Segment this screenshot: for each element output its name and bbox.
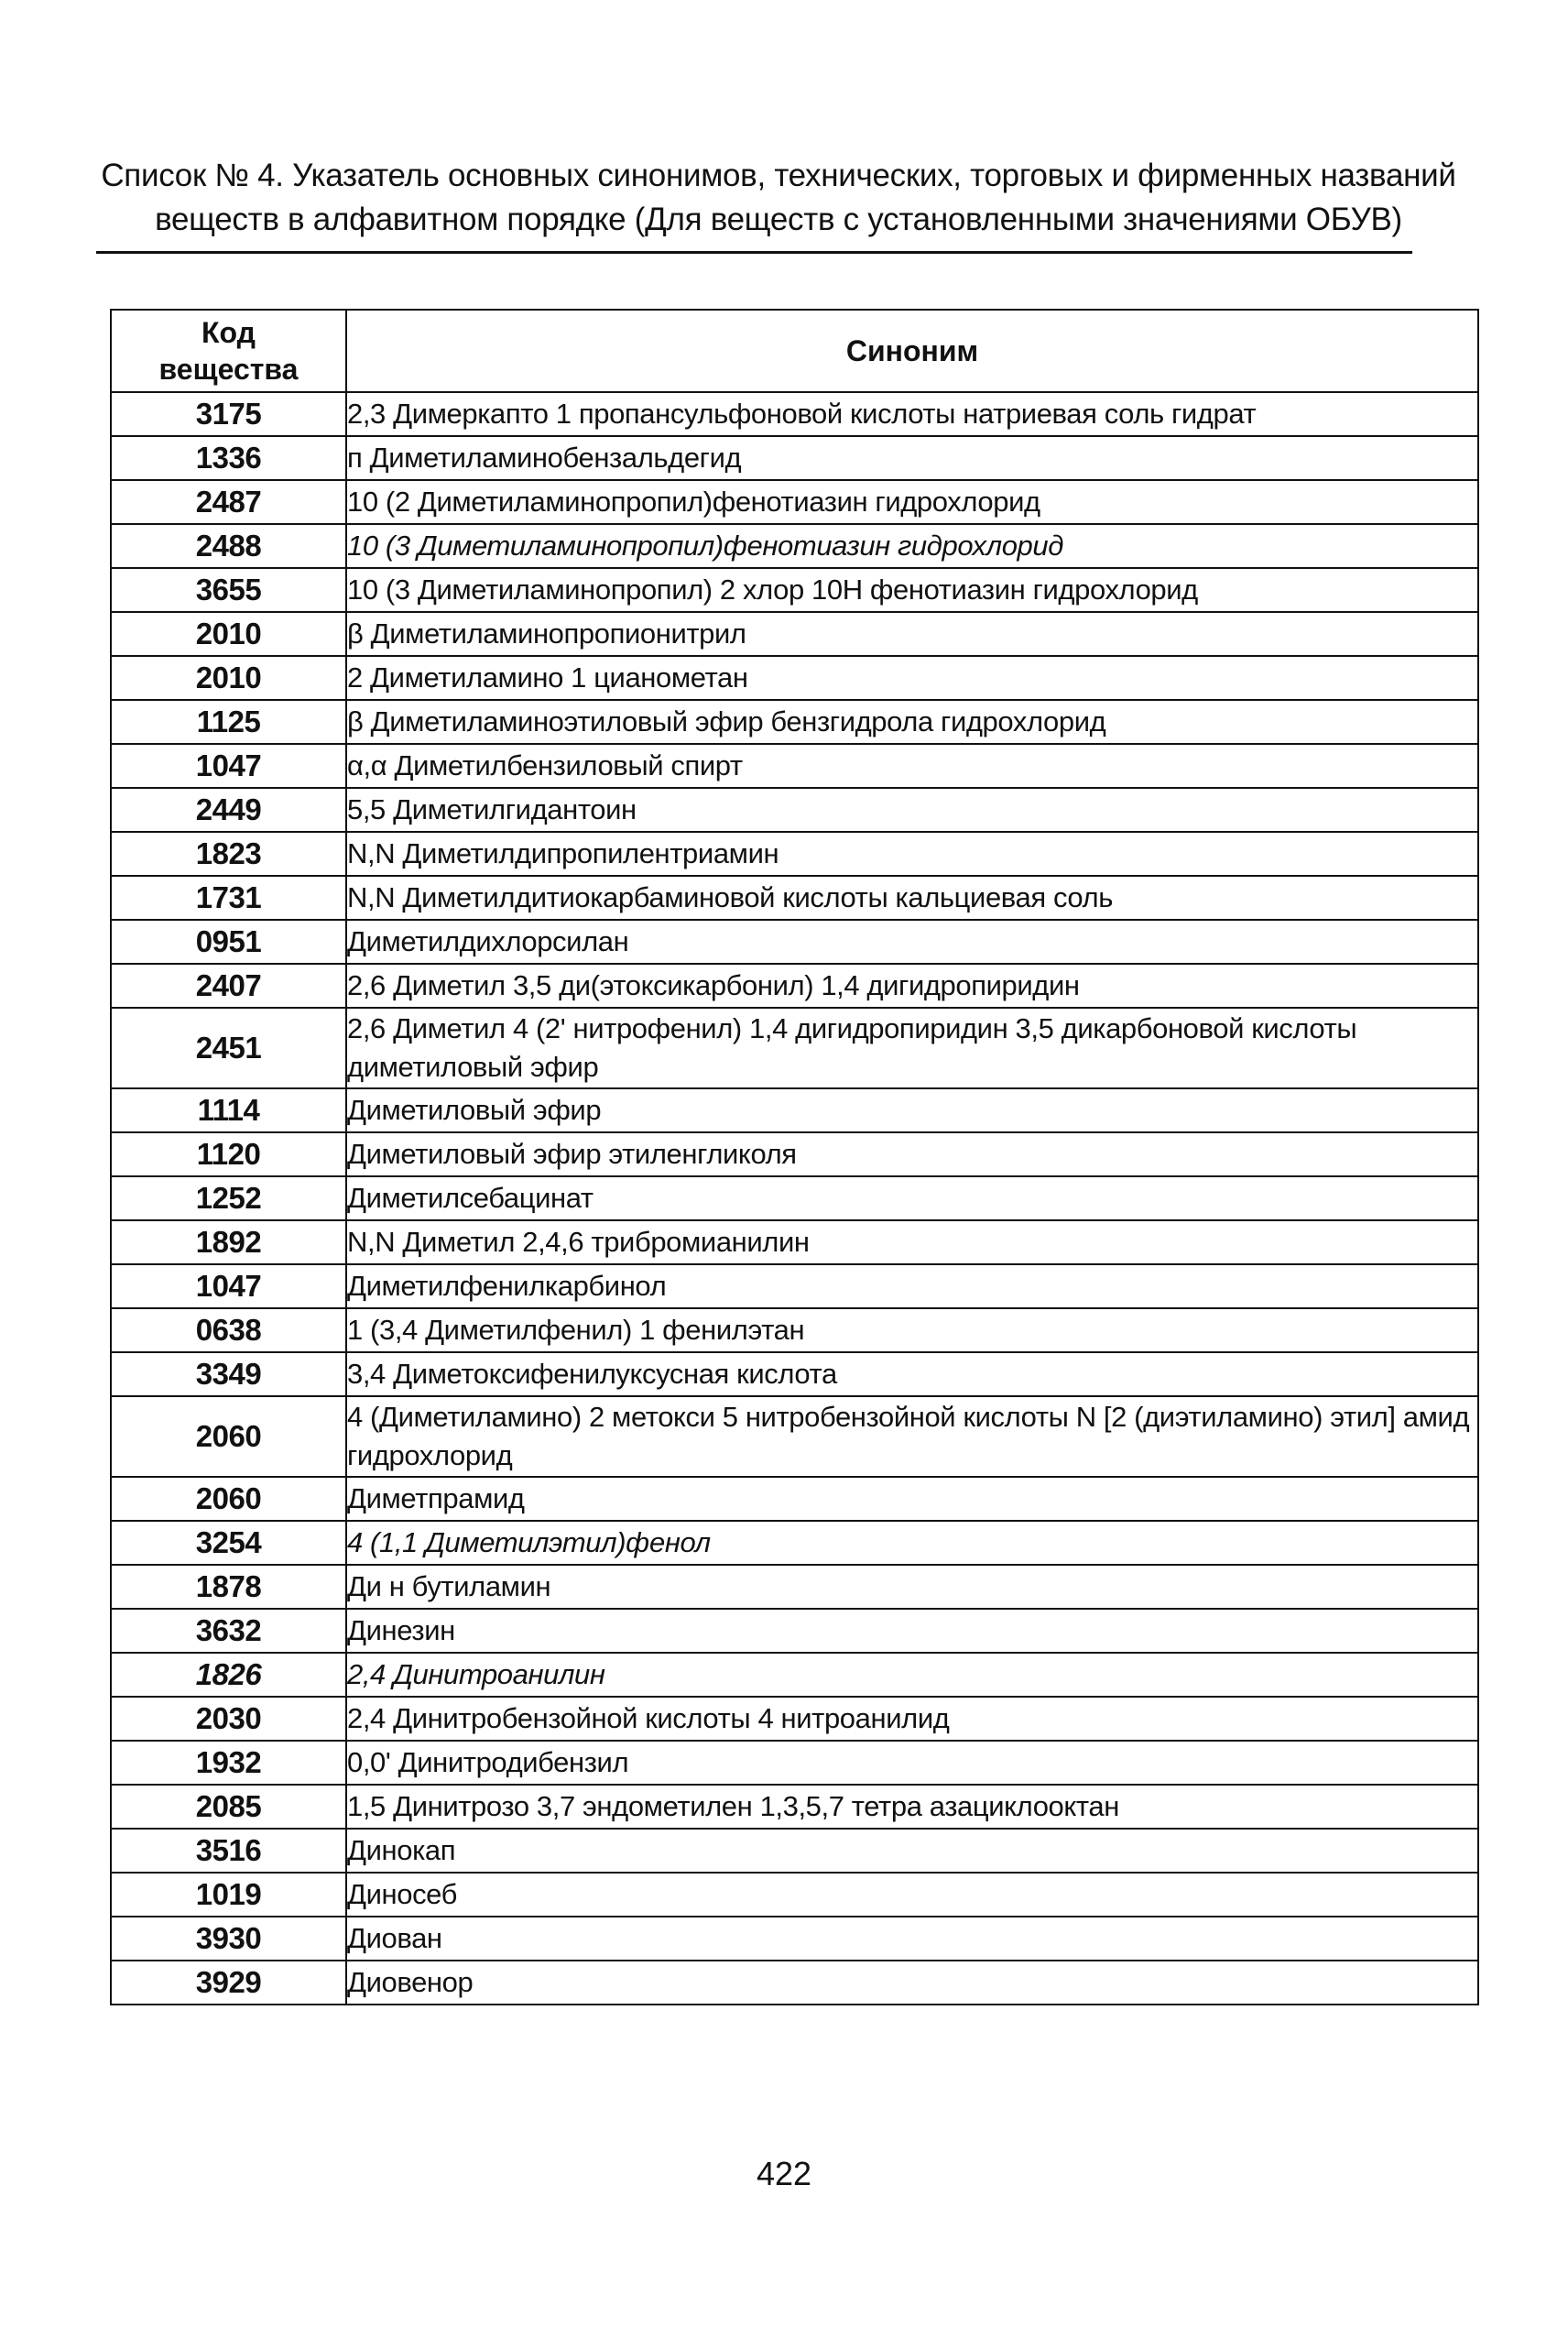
substance-code: 1019 [111,1873,346,1917]
substance-code: 2010 [111,612,346,656]
substance-code: 3929 [111,1961,346,2005]
synonym-cell: 2,6 Диметил 4 (2' нитрофенил) 1,4 дигидропиридин 3,5 дикарбоновой кислоты диметиловый эфир [346,1008,1478,1088]
synonym-cell: 0,0' Динитродибензил [346,1741,1478,1785]
synonym-cell: 3,4 Диметоксифенилуксусная кислота [346,1352,1478,1396]
title-line-2: веществ в алфавитном порядке (Для веществ с установленными значениями ОБУВ) [155,202,1402,237]
substance-code: 2010 [111,656,346,700]
synonym-cell: Диметилсебацинат [346,1176,1478,1220]
synonym-cell: Диметилдихлорсилан [346,920,1478,964]
synonym-cell: 1 (3,4 Диметилфенил) 1 фенилэтан [346,1308,1478,1352]
synonym-cell: Динезин [346,1609,1478,1653]
table-row [111,612,1478,656]
table-row [111,1829,1478,1873]
table-row [111,392,1478,436]
synonym-cell: β Диметиламинопропионитрил [346,612,1478,656]
synonym-cell: Диметиловый эфир этиленгликоля [346,1132,1478,1176]
title-line-1: Список № 4. Указатель основных синонимов, технических, торговых и фирменных названий [101,158,1456,193]
table-row [111,876,1478,920]
synonym-cell: 2,4 Динитроанилин [346,1653,1478,1697]
table-row [111,1521,1478,1565]
table-row [111,436,1478,480]
synonym-cell: 1,5 Динитрозо 3,7 эндометилен 1,3,5,7 тетра азациклооктан [346,1785,1478,1829]
table-row [111,568,1478,612]
synonym-cell: N,N Диметил 2,4,6 трибромианилин [346,1220,1478,1264]
table-row [111,788,1478,832]
substance-code: 2030 [111,1697,346,1741]
synonym-cell: 2,3 Димеркапто 1 пропансульфоновой кислоты натриевая соль гидрат [346,392,1478,436]
table-row [111,656,1478,700]
substance-code: 2060 [111,1477,346,1521]
synonym-cell: 2,6 Диметил 3,5 ди(этоксикарбонил) 1,4 дигидропиридин [346,964,1478,1008]
table-row [111,1477,1478,1521]
synonym-cell: Диован [346,1917,1478,1961]
synonym-cell: α,α Диметилбензиловый спирт [346,744,1478,788]
table-row [111,1609,1478,1653]
table-row [111,1873,1478,1917]
substance-code: 1114 [111,1088,346,1132]
page-title [92,154,1465,242]
substance-code: 1252 [111,1176,346,1220]
table-header-row [111,310,1478,392]
table-row [111,1132,1478,1176]
table-row [111,1653,1478,1697]
table-row [111,1264,1478,1308]
table-row [111,1697,1478,1741]
substance-code: 1125 [111,700,346,744]
synonym-cell: Диметпрамид [346,1477,1478,1521]
substance-code: 1932 [111,1741,346,1785]
table-row [111,1565,1478,1609]
substance-code: 2451 [111,1008,346,1088]
substance-code: 2060 [111,1396,346,1477]
table-row [111,920,1478,964]
synonym-cell: 2,4 Динитробензойной кислоты 4 нитроанилид [346,1697,1478,1741]
substance-code: 2488 [111,524,346,568]
substance-code: 2487 [111,480,346,524]
table-row [111,1308,1478,1352]
synonym-cell: β Диметиламиноэтиловый эфир бензгидрола гидрохлорид [346,700,1478,744]
substance-code: 1731 [111,876,346,920]
substance-code: 1878 [111,1565,346,1609]
table-row [111,1176,1478,1220]
synonym-cell: N,N Диметилдипропилентриамин [346,832,1478,876]
column-header-code [111,310,346,392]
synonym-cell: 10 (2 Диметиламинопропил)фенотиазин гидрохлорид [346,480,1478,524]
synonym-cell: п Диметиламинобензальдегид [346,436,1478,480]
synonyms-table [110,309,1479,2005]
synonym-cell: Динокап [346,1829,1478,1873]
substance-code: 1047 [111,744,346,788]
substance-code: 2449 [111,788,346,832]
substance-code: 1826 [111,1653,346,1697]
table-row [111,1961,1478,2005]
table-row [111,1220,1478,1264]
synonym-cell: 4 (1,1 Диметилэтил)фенол [346,1521,1478,1565]
table-row [111,1352,1478,1396]
column-header-code-line2: вещества [158,353,299,386]
synonym-cell: 4 (Диметиламино) 2 метокси 5 нитробензойной кислоты N [2 (диэтиламино) этил] амид гидрохлорид [346,1396,1478,1477]
substance-code: 3349 [111,1352,346,1396]
synonym-cell: Диносеб [346,1873,1478,1917]
table-row [111,1008,1478,1088]
synonym-cell: Диметиловый эфир [346,1088,1478,1132]
substance-code: 0951 [111,920,346,964]
table-row [111,700,1478,744]
substance-code: 1336 [111,436,346,480]
page-number: 422 [756,2155,812,2192]
substance-code: 2407 [111,964,346,1008]
table-row [111,1396,1478,1477]
title-underline [96,251,1412,254]
substance-code: 3175 [111,392,346,436]
substance-code: 3516 [111,1829,346,1873]
column-header-code-line1: Код [201,316,256,349]
substance-code: 3632 [111,1609,346,1653]
synonym-cell: 5,5 Диметилгидантоин [346,788,1478,832]
substance-code: 0638 [111,1308,346,1352]
table-row [111,832,1478,876]
table-row [111,1785,1478,1829]
substance-code: 1120 [111,1132,346,1176]
substance-code: 1047 [111,1264,346,1308]
substance-code: 1892 [111,1220,346,1264]
substance-code: 2085 [111,1785,346,1829]
synonym-cell: 2 Диметиламино 1 цианометан [346,656,1478,700]
substance-code: 3655 [111,568,346,612]
table-row [111,744,1478,788]
table-row [111,524,1478,568]
substance-code: 3254 [111,1521,346,1565]
table-row [111,480,1478,524]
table-row [111,1088,1478,1132]
synonym-cell: Диовенор [346,1961,1478,2005]
substance-code: 1823 [111,832,346,876]
table-row [111,1741,1478,1785]
synonym-cell: 10 (3 Диметиламинопропил) 2 хлор 10Н фенотиазин гидрохлорид [346,568,1478,612]
synonym-cell: Диметилфенилкарбинол [346,1264,1478,1308]
table-row [111,1917,1478,1961]
substance-code: 3930 [111,1917,346,1961]
synonym-cell: 10 (3 Диметиламинопропил)фенотиазин гидрохлорид [346,524,1478,568]
column-header-synonym: Синоним [346,310,1478,392]
table-row [111,964,1478,1008]
synonym-cell: N,N Диметилдитиокарбаминовой кислоты кальциевая соль [346,876,1478,920]
synonym-cell: Ди н бутиламин [346,1565,1478,1609]
